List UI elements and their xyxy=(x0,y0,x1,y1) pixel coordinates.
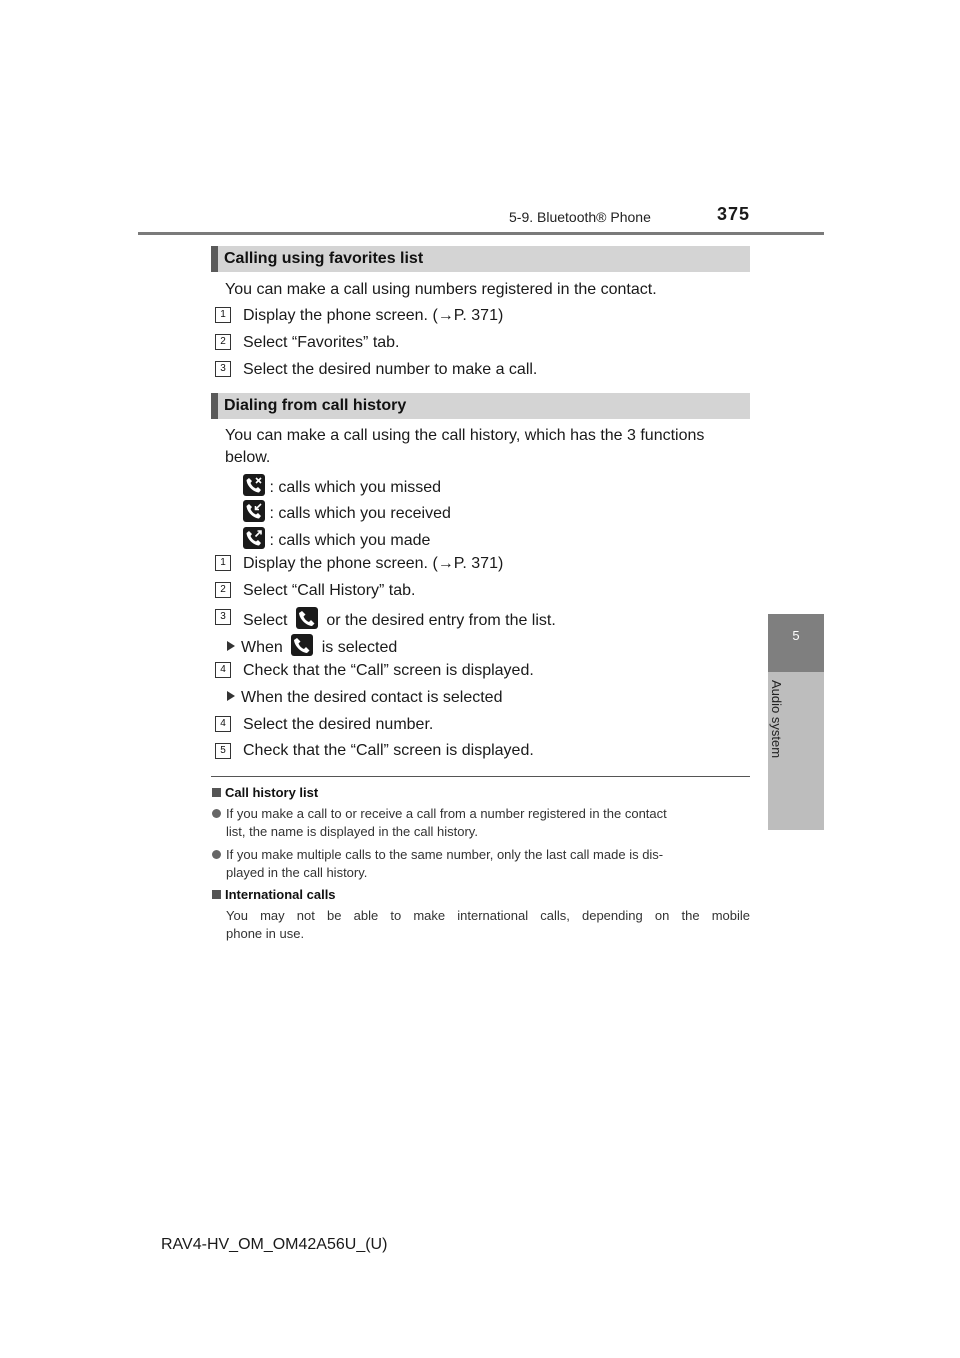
history-heading: Dialing from call history xyxy=(211,393,750,419)
page-number: 375 xyxy=(717,204,751,224)
history-intro-line-1: You can make a call using the call history, which has the 3 functions xyxy=(225,427,705,444)
outgoing-call-icon xyxy=(243,527,265,549)
phone-icon xyxy=(296,607,318,629)
header-section-title: 5-9. Bluetooth® Phone xyxy=(509,209,651,225)
history-step-3-badge: 3 xyxy=(215,609,231,625)
favorites-step-1: Display the phone screen. (→P. 371) xyxy=(243,307,504,324)
triangle-bullet-icon xyxy=(227,641,235,651)
favorites-step-2: Select “Favorites” tab. xyxy=(243,334,400,351)
triangle-bullet-icon xyxy=(227,691,235,701)
note-international-title: International calls xyxy=(212,887,336,902)
favorites-step-3-badge: 3 xyxy=(215,361,231,377)
history-step-2-badge: 2 xyxy=(215,582,231,598)
favorites-step-3: Select the desired number to make a call. xyxy=(243,361,538,378)
favorites-step-1-badge: 1 xyxy=(215,307,231,323)
note-international-body: You may not be able to make international calls, depending on the mobile phone in use. xyxy=(226,908,750,941)
chapter-tab-number: 5 xyxy=(792,628,800,643)
history-step-4a-badge: 4 xyxy=(215,662,231,678)
received-call-icon xyxy=(243,500,265,522)
favorites-step-2-badge: 2 xyxy=(215,334,231,350)
history-step-5: Check that the “Call” screen is displayed. xyxy=(243,742,534,759)
history-sub-when-contact: When the desired contact is selected xyxy=(227,688,502,708)
history-step-1-badge: 1 xyxy=(215,555,231,571)
note-call-history-title: Call history list xyxy=(212,785,318,800)
notes-divider xyxy=(211,776,750,777)
phone-icon xyxy=(291,634,313,656)
header-divider xyxy=(138,232,824,235)
received-call-row: : calls which you received xyxy=(243,500,451,524)
outgoing-call-row: : calls which you made xyxy=(243,527,430,551)
history-step-1: Display the phone screen. (→P. 371) xyxy=(243,555,504,572)
dot-bullet-icon xyxy=(212,850,221,859)
history-step-4b-badge: 4 xyxy=(215,716,231,732)
missed-call-icon xyxy=(243,474,265,496)
chapter-tab-label: Audio system xyxy=(769,680,784,759)
missed-call-row: : calls which you missed xyxy=(243,474,441,498)
note-bullet-2: If you make multiple calls to the same number, only the last call made is dis- played in the call history. xyxy=(212,846,752,882)
history-step-4b: Select the desired number. xyxy=(243,716,434,733)
dot-bullet-icon xyxy=(212,809,221,818)
document-code: RAV4-HV_OM_OM42A56U_(U) xyxy=(161,1236,388,1253)
history-step-2: Select “Call History” tab. xyxy=(243,582,416,599)
history-sub-when-phone: When is selected xyxy=(227,634,397,658)
history-intro-line-2: below. xyxy=(225,449,271,466)
favorites-heading: Calling using favorites list xyxy=(211,246,750,272)
square-bullet-icon xyxy=(212,890,221,899)
history-step-5-badge: 5 xyxy=(215,743,231,759)
square-bullet-icon xyxy=(212,788,221,797)
chapter-tab xyxy=(768,614,824,672)
history-step-4a: Check that the “Call” screen is displayed. xyxy=(243,662,534,679)
note-bullet-1: If you make a call to or receive a call from a number registered in the contact list, the name is displayed in the call history. xyxy=(212,805,752,841)
history-step-3: Select or the desired entry from the list. xyxy=(243,607,556,631)
favorites-intro: You can make a call using numbers registered in the contact. xyxy=(225,281,657,298)
